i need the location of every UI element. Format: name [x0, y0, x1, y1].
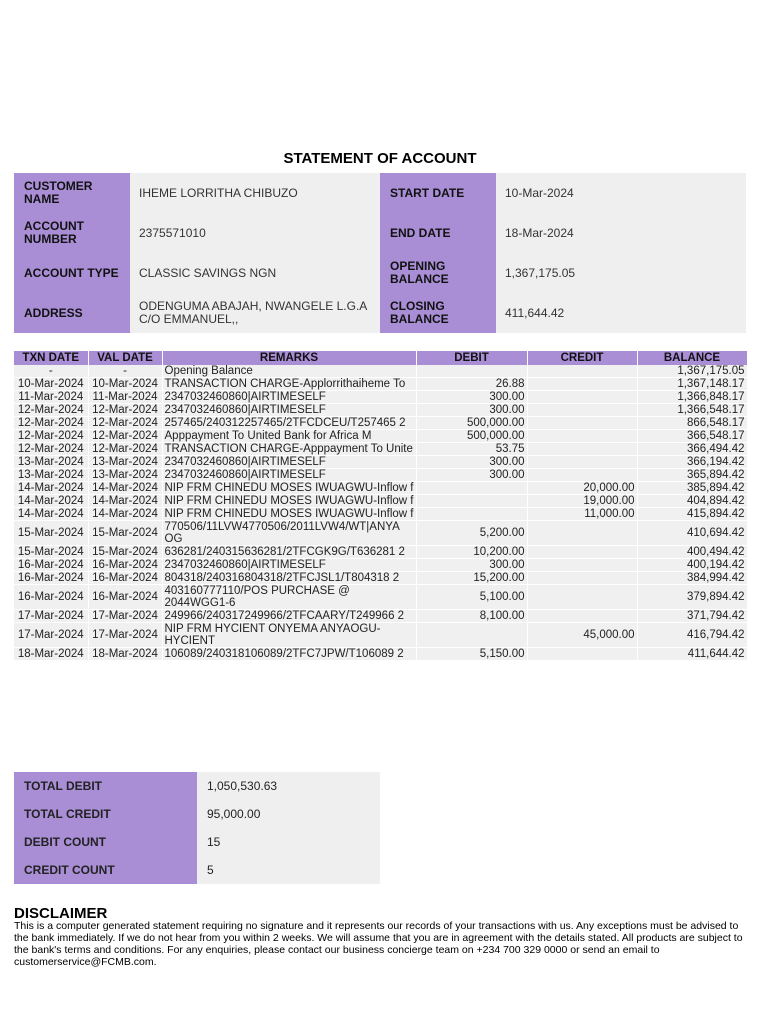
table-row [14, 391, 747, 404]
table-row [14, 482, 747, 495]
txn-date-cell: 14-Mar-2024 [14, 495, 88, 508]
credit-cell: 19,000.00 [527, 495, 637, 508]
val-date-cell: 15-Mar-2024 [88, 521, 162, 546]
balance-cell: 371,794.42 [637, 610, 747, 623]
txn-date-cell: 12-Mar-2024 [14, 443, 88, 456]
remarks-cell: 257465/240312257465/2TFCDCEU/T257465 2 [162, 417, 416, 430]
info-row-account-number [14, 213, 746, 253]
end-date-value: 18-Mar-2024 [496, 213, 746, 253]
table-row [14, 508, 747, 521]
remarks-cell: 249966/240317249966/2TFCAARY/T249966 2 [162, 610, 416, 623]
val-date-cell: 12-Mar-2024 [88, 417, 162, 430]
col-header-remarks: REMARKS [162, 351, 416, 365]
remarks-cell: 636281/240315636281/2TFCGK9G/T636281 2 [162, 546, 416, 559]
balance-cell: 366,548.17 [637, 430, 747, 443]
start-date-value: 10-Mar-2024 [496, 173, 746, 213]
debit-cell: 300.00 [416, 391, 527, 404]
val-date-cell: 11-Mar-2024 [88, 391, 162, 404]
transactions-body [14, 365, 747, 661]
credit-cell [527, 365, 637, 378]
balance-cell: 1,367,175.05 [637, 365, 747, 378]
table-row [14, 572, 747, 585]
txn-date-cell: 15-Mar-2024 [14, 546, 88, 559]
remarks-cell: 2347032460860|AIRTIMESELF [162, 456, 416, 469]
debit-count-label: DEBIT COUNT [14, 828, 197, 856]
balance-cell: 379,894.42 [637, 585, 747, 610]
debit-cell [416, 365, 527, 378]
table-row [14, 623, 747, 648]
table-row [14, 365, 747, 378]
balance-cell: 416,794.42 [637, 623, 747, 648]
remarks-cell: NIP FRM CHINEDU MOSES IWUAGWU-Inflow f [162, 508, 416, 521]
account-info-panel [14, 173, 746, 333]
credit-cell [527, 456, 637, 469]
remarks-cell: 106089/240318106089/2TFC7JPW/T106089 2 [162, 648, 416, 661]
summary-row-debit-count [14, 828, 380, 856]
val-date-cell: 12-Mar-2024 [88, 404, 162, 417]
remarks-cell: NIP FRM CHINEDU MOSES IWUAGWU-Inflow f [162, 495, 416, 508]
table-row [14, 546, 747, 559]
val-date-cell: 14-Mar-2024 [88, 495, 162, 508]
credit-count-label: CREDIT COUNT [14, 856, 197, 884]
credit-cell [527, 610, 637, 623]
remarks-cell: TRANSACTION CHARGE-Apppayment To Unite [162, 443, 416, 456]
table-row [14, 559, 747, 572]
remarks-cell: 770506/11LVW4770506/2011LVW4/WT|ANYA OG [162, 521, 416, 546]
debit-cell: 53.75 [416, 443, 527, 456]
txn-date-cell: 11-Mar-2024 [14, 391, 88, 404]
credit-count-value: 5 [197, 856, 380, 884]
customer-name-value: IHEME LORRITHA CHIBUZO [130, 173, 380, 213]
transactions-table [14, 351, 748, 661]
table-header-row [14, 351, 747, 365]
table-row [14, 610, 747, 623]
debit-cell [416, 495, 527, 508]
val-date-cell: 12-Mar-2024 [88, 443, 162, 456]
debit-cell [416, 508, 527, 521]
credit-cell [527, 572, 637, 585]
debit-cell: 8,100.00 [416, 610, 527, 623]
balance-cell: 411,644.42 [637, 648, 747, 661]
total-credit-value: 95,000.00 [197, 800, 380, 828]
balance-cell: 366,494.42 [637, 443, 747, 456]
credit-cell: 20,000.00 [527, 482, 637, 495]
credit-cell [527, 469, 637, 482]
txn-date-cell: 16-Mar-2024 [14, 585, 88, 610]
balance-cell: 400,494.42 [637, 546, 747, 559]
debit-cell: 5,150.00 [416, 648, 527, 661]
remarks-cell: 2347032460860|AIRTIMESELF [162, 559, 416, 572]
table-row [14, 585, 747, 610]
total-debit-label: TOTAL DEBIT [14, 772, 197, 800]
txn-date-cell: 12-Mar-2024 [14, 404, 88, 417]
balance-cell: 365,894.42 [637, 469, 747, 482]
disclaimer-text: This is a computer generated statement requiring no signature and it represents our records of your transactions with us. Any exceptions must be advised to the bank immediately. If we do not hear from you within 2 weeks. We will assume that you are in agreement with the details stated. All products are subject to the bank's terms and conditions. For any enquiries, please contact our business concierge team on +234 700 329 0000 or send an email to customerservice@FCMB.com. [14, 920, 743, 968]
val-date-cell: 17-Mar-2024 [88, 623, 162, 648]
txn-date-cell: - [14, 365, 88, 378]
balance-cell: 415,894.42 [637, 508, 747, 521]
val-date-cell: 13-Mar-2024 [88, 469, 162, 482]
table-row [14, 443, 747, 456]
credit-cell [527, 546, 637, 559]
debit-cell: 300.00 [416, 456, 527, 469]
credit-cell [527, 521, 637, 546]
val-date-cell: 15-Mar-2024 [88, 546, 162, 559]
info-row-address [14, 293, 746, 333]
summary-row-total-credit [14, 800, 380, 828]
closing-balance-label: CLOSING BALANCE [380, 293, 496, 333]
col-header-balance: BALANCE [637, 351, 747, 365]
remarks-cell: 2347032460860|AIRTIMESELF [162, 391, 416, 404]
account-number-value: 2375571010 [130, 213, 380, 253]
summary-row-credit-count [14, 856, 380, 884]
val-date-cell: 17-Mar-2024 [88, 610, 162, 623]
disclaimer-title: DISCLAIMER [14, 905, 108, 922]
balance-cell: 866,548.17 [637, 417, 747, 430]
txn-date-cell: 17-Mar-2024 [14, 623, 88, 648]
val-date-cell: 18-Mar-2024 [88, 648, 162, 661]
start-date-label: START DATE [380, 173, 496, 213]
account-type-value: CLASSIC SAVINGS NGN [130, 253, 380, 293]
val-date-cell: 14-Mar-2024 [88, 482, 162, 495]
debit-count-value: 15 [197, 828, 380, 856]
table-row [14, 417, 747, 430]
col-header-val-date: VAL DATE [88, 351, 162, 365]
debit-cell: 5,100.00 [416, 585, 527, 610]
remarks-cell: 804318/240316804318/2TFCJSL1/T804318 2 [162, 572, 416, 585]
val-date-cell: - [88, 365, 162, 378]
address-value: ODENGUMA ABAJAH, NWANGELE L.G.A C/O EMMANUEL,, [130, 293, 380, 333]
txn-date-cell: 12-Mar-2024 [14, 417, 88, 430]
txn-date-cell: 14-Mar-2024 [14, 482, 88, 495]
balance-cell: 410,694.42 [637, 521, 747, 546]
col-header-debit: DEBIT [416, 351, 527, 365]
balance-cell: 1,366,548.17 [637, 404, 747, 417]
credit-cell [527, 404, 637, 417]
debit-cell: 300.00 [416, 404, 527, 417]
balance-cell: 1,366,848.17 [637, 391, 747, 404]
credit-cell [527, 648, 637, 661]
txn-date-cell: 16-Mar-2024 [14, 572, 88, 585]
table-row [14, 495, 747, 508]
debit-cell: 300.00 [416, 469, 527, 482]
val-date-cell: 10-Mar-2024 [88, 378, 162, 391]
credit-cell [527, 430, 637, 443]
opening-balance-value: 1,367,175.05 [496, 253, 746, 293]
credit-cell [527, 443, 637, 456]
debit-cell [416, 623, 527, 648]
debit-cell: 26.88 [416, 378, 527, 391]
credit-cell [527, 585, 637, 610]
table-row [14, 648, 747, 661]
debit-cell: 500,000.00 [416, 430, 527, 443]
debit-cell: 5,200.00 [416, 521, 527, 546]
val-date-cell: 16-Mar-2024 [88, 585, 162, 610]
balance-cell: 1,367,148.17 [637, 378, 747, 391]
balance-cell: 384,994.42 [637, 572, 747, 585]
credit-cell: 11,000.00 [527, 508, 637, 521]
val-date-cell: 12-Mar-2024 [88, 430, 162, 443]
summary-panel [14, 772, 380, 884]
credit-cell [527, 391, 637, 404]
total-debit-value: 1,050,530.63 [197, 772, 380, 800]
txn-date-cell: 16-Mar-2024 [14, 559, 88, 572]
remarks-cell: NIP FRM CHINEDU MOSES IWUAGWU-Inflow f [162, 482, 416, 495]
credit-cell: 45,000.00 [527, 623, 637, 648]
account-type-label: ACCOUNT TYPE [14, 253, 130, 293]
remarks-cell: 2347032460860|AIRTIMESELF [162, 404, 416, 417]
summary-row-total-debit [14, 772, 380, 800]
table-row [14, 456, 747, 469]
txn-date-cell: 10-Mar-2024 [14, 378, 88, 391]
credit-cell [527, 378, 637, 391]
val-date-cell: 14-Mar-2024 [88, 508, 162, 521]
account-number-label: ACCOUNT NUMBER [14, 213, 130, 253]
credit-cell [527, 417, 637, 430]
debit-cell [416, 482, 527, 495]
balance-cell: 366,194.42 [637, 456, 747, 469]
val-date-cell: 16-Mar-2024 [88, 559, 162, 572]
remarks-cell: NIP FRM HYCIENT ONYEMA ANYAOGU-HYCIENT [162, 623, 416, 648]
txn-date-cell: 13-Mar-2024 [14, 469, 88, 482]
col-header-credit: CREDIT [527, 351, 637, 365]
opening-balance-label: OPENING BALANCE [380, 253, 496, 293]
debit-cell: 500,000.00 [416, 417, 527, 430]
debit-cell: 300.00 [416, 559, 527, 572]
remarks-cell: TRANSACTION CHARGE-Applorrithaiheme To [162, 378, 416, 391]
table-row [14, 521, 747, 546]
balance-cell: 404,894.42 [637, 495, 747, 508]
address-label: ADDRESS [14, 293, 130, 333]
col-header-txn-date: TXN DATE [14, 351, 88, 365]
balance-cell: 400,194.42 [637, 559, 747, 572]
txn-date-cell: 14-Mar-2024 [14, 508, 88, 521]
txn-date-cell: 12-Mar-2024 [14, 430, 88, 443]
table-row [14, 404, 747, 417]
table-row [14, 378, 747, 391]
total-credit-label: TOTAL CREDIT [14, 800, 197, 828]
credit-cell [527, 559, 637, 572]
end-date-label: END DATE [380, 213, 496, 253]
val-date-cell: 13-Mar-2024 [88, 456, 162, 469]
debit-cell: 15,200.00 [416, 572, 527, 585]
remarks-cell: 2347032460860|AIRTIMESELF [162, 469, 416, 482]
info-row-customer [14, 173, 746, 213]
closing-balance-value: 411,644.42 [496, 293, 746, 333]
remarks-cell: Apppayment To United Bank for Africa M [162, 430, 416, 443]
page-title: STATEMENT OF ACCOUNT [283, 150, 477, 167]
remarks-cell: Opening Balance [162, 365, 416, 378]
txn-date-cell: 17-Mar-2024 [14, 610, 88, 623]
table-row [14, 430, 747, 443]
info-row-account-type [14, 253, 746, 293]
customer-name-label: CUSTOMER NAME [14, 173, 130, 213]
table-row [14, 469, 747, 482]
val-date-cell: 16-Mar-2024 [88, 572, 162, 585]
balance-cell: 385,894.42 [637, 482, 747, 495]
debit-cell: 10,200.00 [416, 546, 527, 559]
txn-date-cell: 13-Mar-2024 [14, 456, 88, 469]
txn-date-cell: 15-Mar-2024 [14, 521, 88, 546]
remarks-cell: 403160777110/POS PURCHASE @ 2044WGG1-6 [162, 585, 416, 610]
txn-date-cell: 18-Mar-2024 [14, 648, 88, 661]
